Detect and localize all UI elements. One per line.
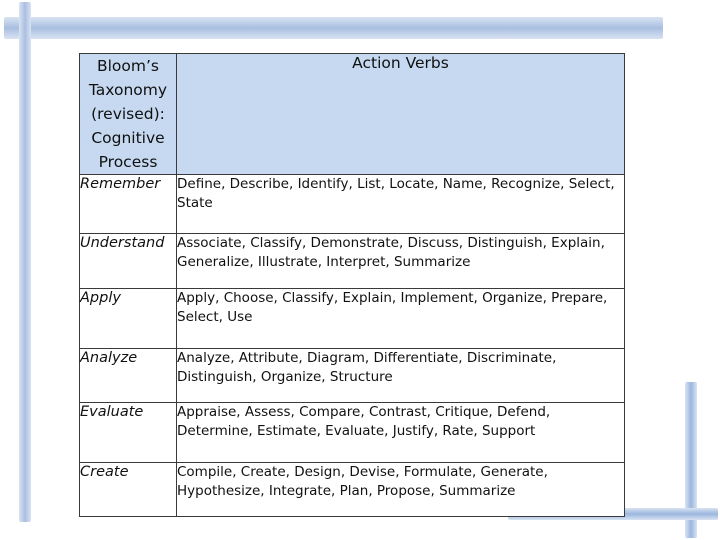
header-action-verbs: Action Verbs [177,54,625,175]
table-row [80,175,625,234]
decorative-top-bar [4,17,663,39]
table-row [80,463,625,517]
blooms-taxonomy-table [79,53,625,517]
header-cognitive-process: Bloom’s Taxonomy (revised): Cognitive Process [80,54,177,175]
verbs-cell: Associate, Classify, Demonstrate, Discuss, Distinguish, Explain, Generalize, Illustrate, Interpret, Summarize [177,234,625,289]
table-row [80,234,625,289]
verbs-cell: Analyze, Attribute, Diagram, Differentiate, Discriminate, Distinguish, Organize, Structure [177,349,625,403]
verbs-cell: Compile, Create, Design, Devise, Formulate, Generate, Hypothesize, Integrate, Plan, Propose, Summarize [177,463,625,517]
process-cell: Create [80,463,177,517]
process-cell: Analyze [80,349,177,403]
process-cell: Understand [80,234,177,289]
process-cell: Remember [80,175,177,234]
verbs-cell: Apply, Choose, Classify, Explain, Implement, Organize, Prepare, Select, Use [177,289,625,349]
table-row [80,403,625,463]
verbs-cell: Appraise, Assess, Compare, Contrast, Critique, Defend, Determine, Estimate, Evaluate, Justify, Rate, Support [177,403,625,463]
table-row [80,289,625,349]
process-cell: Apply [80,289,177,349]
decorative-left-bar [19,2,31,522]
verbs-cell: Define, Describe, Identify, List, Locate, Name, Recognize, Select, State [177,175,625,234]
table-row [80,349,625,403]
process-cell: Evaluate [80,403,177,463]
table-header-row [80,54,625,175]
